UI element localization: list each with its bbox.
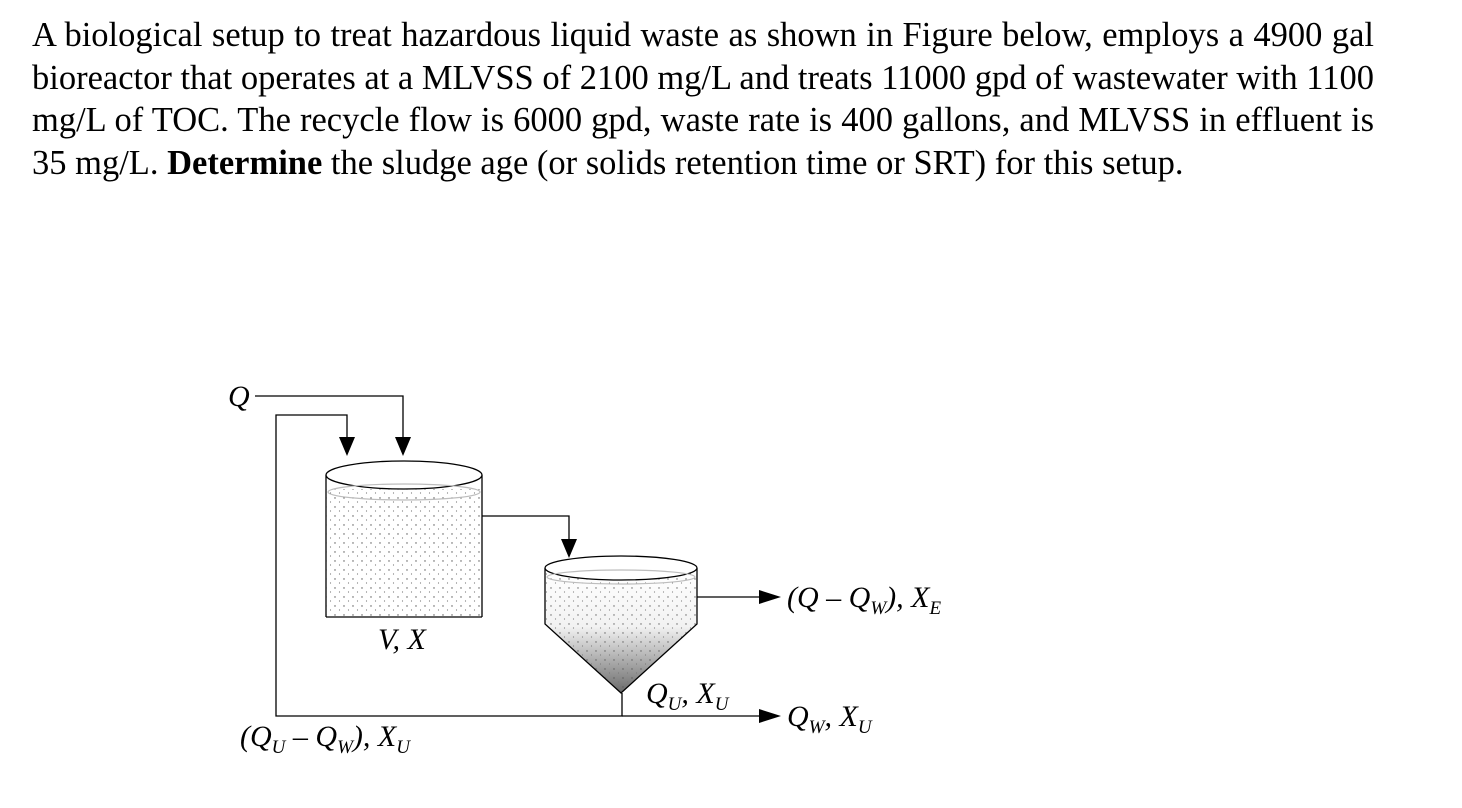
bioreactor-tank <box>326 461 482 617</box>
recycle-label: $(Q_U - Q_W)$, $X_U$ <box>240 720 410 758</box>
effluent-label: $(Q - Q_W)$, $X_E$ <box>787 581 942 619</box>
problem-keyword: Determine <box>167 143 323 182</box>
waste-label: $Q_W$, $X_U$ <box>787 700 872 738</box>
problem-text-part2: the sludge age (or solids retention time or SRT) for this setup. <box>322 143 1184 182</box>
influent-line <box>255 396 411 456</box>
reactor-label: V, X <box>378 623 426 656</box>
clarifier-tank <box>545 556 697 693</box>
underflow-label: $Q_U$, $X_U$ <box>646 677 729 715</box>
reactor-to-clarifier-line <box>482 516 577 558</box>
waste-line <box>622 709 781 723</box>
problem-text-part1: A biological setup to treat hazardous liquid waste as shown in Figure below, employs a 4900 gal bioreactor that operates at a MLVSS of 2100 mg/L and treats 11000 gpd of wastewater with 1100 mg/L of TOC. The recycle flow is 6000 gpd, waste rate is 400 gallons, and MLVSS in effluent is 35 mg/L. <box>32 16 1374 182</box>
influent-label: Q <box>228 380 250 413</box>
effluent-line <box>697 590 781 604</box>
